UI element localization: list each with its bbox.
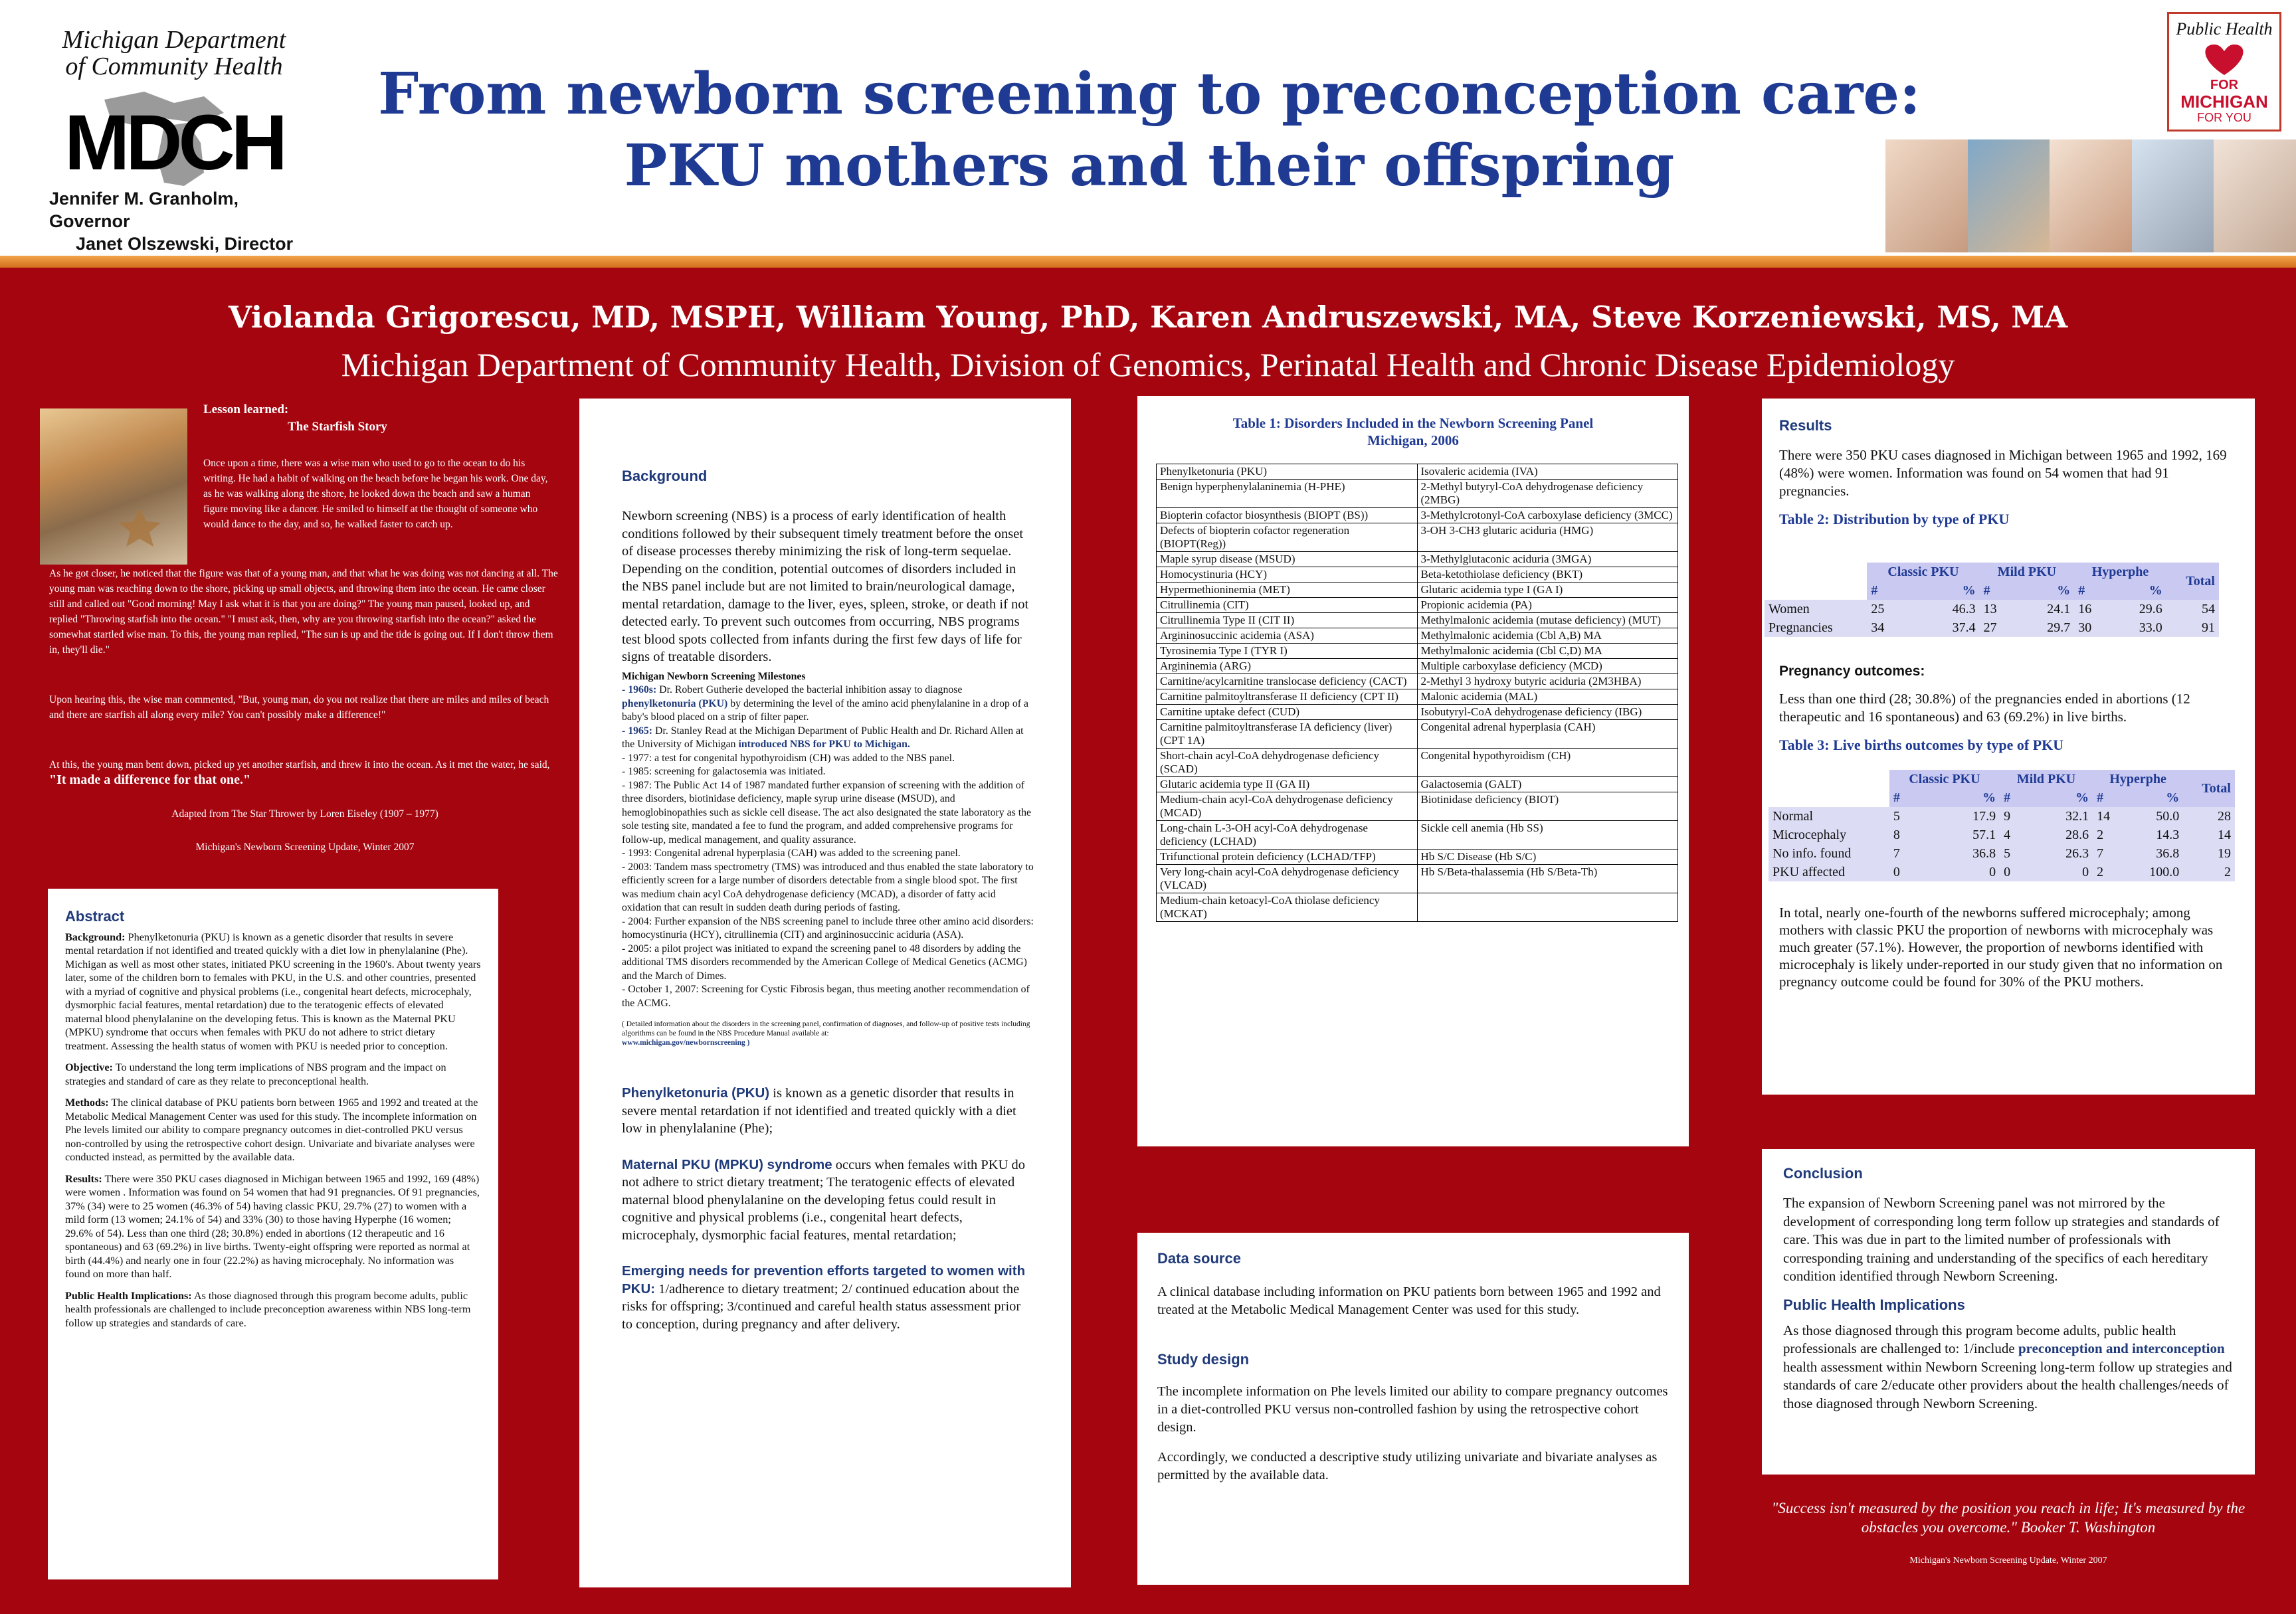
m1-pku: phenylketonuria (PKU) [622,697,728,709]
t2-cell: 29.7 [2018,618,2074,637]
disorder-right-cell: Propionic acidemia (PA) [1417,598,1678,613]
disorder-left-cell: Tyrosinemia Type I (TYR I) [1157,644,1418,659]
milestone-2003: - 2003: Tandem mass spectrometry (TMS) was introduced and thus enabled the state laboratory to efficiently screen for a large number of disorders detectable from a single blood spot. The first was medium chain acyl CoA dehydrogenase deficiency (MCAD), a disorder of fatty acid oxidation that can result in sudden death during periods of fasting. [622,861,1034,913]
background-footnote: ( Detailed information about the disorders in the screening panel, confirmation of diagnoses, and follow-up of positive tests including algorithms can be found in the NBS Procedure Manual available at: [622,1020,1030,1037]
t3-cell: 57.1 [1925,826,2000,844]
t3-cell: 9 [2000,807,2030,826]
disorder-right-cell: Glutaric acidemia type I (GA I) [1417,583,1678,598]
disorders-table-row [1157,523,1678,552]
t2-cell: 25 [1867,600,1913,618]
t3-sub-p1: % [1925,788,2000,807]
header-orange-rule [0,256,2296,268]
milestone-2007: - October 1, 2007: Screening for Cystic Fibrosis began, thus meeting another recommendation of the ACMG. [622,984,1030,1009]
abstract-meth-label: Methods: [65,1097,109,1109]
t3-head-classic: Classic PKU [1889,770,2000,788]
conc-imp-b: health assessment within Newborn Screening long-term follow up strategies and standards of care 2/educate other providers about the health challenges/needs of those diagnosed through Newborn Screening. [1783,1358,2232,1411]
logo-letters: MDCH [64,99,284,187]
abstract-objective [65,1061,481,1088]
t3-cell: 2 [2093,863,2125,881]
disorder-left-cell: Phenylketonuria (PKU) [1157,464,1418,480]
mpku-definition [622,1156,1034,1245]
disorder-right-cell: Beta-ketothiolase deficiency (BKT) [1417,567,1678,583]
milestone-2004: - 2004: Further expansion of the NBS screening panel to include three other amino acid disorders: homocystinuria (HCY), citrullinemia (CIT) and argininosuccinic aciduria (ASA). [622,915,1034,941]
milestone-1977: - 1977: a test for congenital hypothyroidism (CH) was added to the NBS panel. [622,752,955,764]
disorders-table-row [1157,508,1678,523]
t3-cell: 14 [2093,807,2125,826]
t3-head-hyperphe: Hyperphe [2093,770,2183,788]
disorder-right-cell: 3-OH 3-CH3 glutaric aciduria (HMG) [1417,523,1678,552]
disorders-table [1156,464,1678,922]
disorder-left-cell: Glutaric acidemia type II (GA II) [1157,777,1418,792]
disorders-table-row [1157,567,1678,583]
t3-row-label: PKU affected [1769,863,1889,881]
m2-year: - 1965: [622,725,653,737]
datasource-text: A clinical database including information on PKU patients born between 1965 and 1992 and treated at the Metabolic Medical Management Center was used for this study. [1157,1285,1661,1317]
t3-cell: 2 [2183,863,2235,881]
t3-sub-p3: % [2125,788,2183,807]
disorders-table-row [1157,583,1678,598]
t3-row-label: Normal [1769,807,1889,826]
header-photo-strip [1885,139,2296,252]
disorder-left-cell: Carnitine uptake defect (CUD) [1157,705,1418,720]
disorders-table-row [1157,644,1678,659]
disorder-left-cell: Benign hyperphenylalaninemia (H-PHE) [1157,480,1418,508]
study-design-heading: Study design [1157,1351,1250,1368]
disorder-left-cell: Hypermethioninemia (MET) [1157,583,1418,598]
t3-row [1769,844,2235,863]
conclusion-panel [1762,1149,2255,1475]
t3-row [1769,826,2235,844]
abstract-heading: Abstract [65,908,125,925]
t3-head-mild: Mild PKU [2000,770,2093,788]
disorder-left-cell: Long-chain L-3-OH acyl-CoA dehydrogenase deficiency (LCHAD) [1157,821,1418,850]
t3-cell: 5 [1889,807,1925,826]
ph-for: FOR [2210,78,2239,92]
disorders-table-row [1157,777,1678,792]
conc-imp-a: As those diagnosed through this program become adults, public health professionals are challenged to: 1/include [1783,1322,2176,1356]
t3-cell: 19 [2183,844,2235,863]
disorder-left-cell: Short-chain acyl-CoA dehydrogenase deficiency (SCAD) [1157,749,1418,777]
disorder-right-cell: Congenital hypothyroidism (CH) [1417,749,1678,777]
results-summary: In total, nearly one-fourth of the newborns suffered microcephaly; among mothers with classic PKU the proportion of newborns with microcephaly was much greater (57.1%). However, the proportion of newborns identified with microcephaly is likely under-reported in our study given that no information on pregnancy outcome could be found for 30% of the PKU mothers. [1779,905,2223,990]
t2-cell: 91 [2166,618,2219,637]
m1-year: - 1960s: [622,684,657,695]
disorder-right-cell: 3-Methylcrotonyl-CoA carboxylase deficiency (3MCC) [1417,508,1678,523]
starfish-beach-photo [40,408,187,565]
results-panel [1762,399,2255,1095]
t2-corner2 [1765,581,1867,600]
disorders-table-row [1157,674,1678,689]
t3-row-label: Microcephaly [1769,826,1889,844]
t3-sub-n1: # [1889,788,1925,807]
disorder-right-cell: Malonic acidemia (MAL) [1417,689,1678,705]
abstract-background [65,931,481,1053]
background-heading: Background [622,468,708,484]
milestones-heading: Michigan Newborn Screening Milestones [622,670,806,682]
disorders-table-row [1157,893,1678,922]
t3-cell: 5 [2000,844,2030,863]
disorder-left-cell: Defects of biopterin cofactor regeneration (BIOPT(Reg)) [1157,523,1418,552]
t2-sub-p2: % [2018,581,2074,600]
t2-head-hyperphe: Hyperphe [2074,563,2166,581]
doctor-photo [2132,139,2214,252]
datasource-heading: Data source [1157,1250,1241,1267]
starfish-para4-text: At this, the young man bent down, picked up yet another starfish, and threw it into the ocean. As it met the water, he said, [49,759,550,770]
table1-title-line1: Table 1: Disorders Included in the Newborn Screening Panel [1232,415,1594,431]
disorder-right-cell: 3-Methylglutaconic aciduria (3MGA) [1417,552,1678,567]
t3-sub-p2: % [2030,788,2093,807]
governor-line: Jennifer M. Granholm, Governor [49,189,239,231]
t3-cell: 7 [1889,844,1925,863]
pku-distribution-table [1765,563,2219,637]
table1-title-line2: Michigan, 2006 [1367,432,1459,448]
washington-quote: "Success isn't measured by the position you reach in life; It's measured by the obstacles you overcome." Booker T. Washington [1771,1500,2246,1536]
disorder-left-cell: Trifunctional protein deficiency (LCHAD/TFP) [1157,850,1418,865]
pku-label: Phenylketonuria (PKU) [622,1085,770,1101]
quote-source: Michigan's Newborn Screening Update, Winter 2007 [1909,1556,2107,1566]
t2-head-classic: Classic PKU [1867,563,1979,581]
director-line: Janet Olszewski, Director [76,234,294,254]
authors: Violanda Grigorescu, MD, MSPH, William Young, PhD, Karen Andruszewski, MA, Steve Korzeniewski, MS, MA [228,300,2068,335]
t3-cell: 50.0 [2125,807,2183,826]
t3-row [1769,807,2235,826]
starfish-heading [203,401,387,436]
milestone-1985: - 1985: screening for galactosemia was initiated. [622,766,826,777]
t2-sub-p3: % [2111,581,2166,600]
t3-cell: 36.8 [1925,844,2000,863]
disorder-right-cell: 2-Methyl 3 hydroxy butyric aciduria (2M3HBA) [1417,674,1678,689]
disorder-right-cell: Congenital adrenal hyperplasia (CAH) [1417,720,1678,749]
t3-cell: 0 [2000,863,2030,881]
disorder-right-cell: Biotinidase deficiency (BIOT) [1417,792,1678,821]
disorders-table-row [1157,865,1678,893]
disorder-right-cell: Isobutyryl-CoA dehydrogenase deficiency (IBG) [1417,705,1678,720]
disorder-left-cell: Medium-chain acyl-CoA dehydrogenase deficiency (MCAD) [1157,792,1418,821]
conclusion-implications [1783,1322,2234,1413]
pregnant-woman-photo [2214,139,2296,252]
t2-cell: 29.6 [2111,600,2166,618]
milestone-1965 [622,725,1034,752]
t3-cell: 28.6 [2030,826,2093,844]
t3-row-label: No info. found [1769,844,1889,863]
disorders-table-row [1157,749,1678,777]
poster-title [345,58,1953,202]
nbs-url-link[interactable]: www.michigan.gov/newbornscreening ) [622,1039,750,1047]
datasource-panel [1137,1233,1689,1585]
t3-cell: 0 [1925,863,2000,881]
t2-cell: 46.3 [1913,600,1980,618]
t3-cell: 0 [1889,863,1925,881]
study-design-text1: The incomplete information on Phe levels limited our ability to compare pregnancy outcomes in a diet-controlled PKU versus non-controlled fashion by using the retrospective cohort design. [1157,1384,1668,1435]
conclusion-heading: Conclusion [1783,1165,1863,1182]
abstract-results [65,1172,481,1281]
needs-label: Emerging needs for prevention efforts targeted to women with PKU: [622,1263,1026,1297]
starfish-para1: Once upon a time, there was a wise man who used to go to the ocean to do his writing. He had a habit of walking on the beach before he began his work. One day, as he was walking along the shore, he looked down the beach and saw a human figure moving like a dancer. He smiled to himself at the thought of someone who would dance to the day, and so, he walked faster to catch up. [203,458,548,530]
title-line2: PKU mothers and their offspring [624,132,1675,199]
table2-title: Table 2: Distribution by type of PKU [1779,511,2010,527]
disorder-right-cell: Multiple carboxylase deficiency (MCD) [1417,659,1678,674]
starfish-para4 [49,757,561,788]
disorder-left-cell: Argininosuccinic acidemia (ASA) [1157,628,1418,644]
starfish-para2: As he got closer, he noticed that the figure was that of a young man, and that what he was doing was not dancing at all. The young man was reaching down to the shore, picking up small objects, and throwing them into the ocean. He came closer still and called out "Good morning! May I ask what it is that you are doing?" The young man paused, looked up, and replied "Throwing starfish into the ocean." "I must ask, then, why are you throwing starfish into the ocean?" asked the somewhat startled wise man. To this, the young man replied, "The sun is up and the tide is going out. If I don't throw them in, they'll die." [49,568,558,656]
t3-cell: 7 [2093,844,2125,863]
results-intro: There were 350 PKU cases diagnosed in Michigan between 1965 and 1992, 169 (48%) were women. Information was found on 54 women that had 91 pregnancies. [1779,447,2227,499]
mpku-label: Maternal PKU (MPKU) syndrome [622,1156,832,1172]
t2-row [1765,618,2219,637]
t3-cell: 32.1 [2030,807,2093,826]
t3-cell: 17.9 [1925,807,2000,826]
pku-text: is known as a genetic disorder that results in severe mental retardation if not identified and treated quickly with a diet low in phenylalanine (Phe); [622,1086,1016,1136]
t2-cell: 30 [2074,618,2111,637]
conclusion-text: The expansion of Newborn Screening panel was not mirrored by the development of corresponding long term follow up strategies and standards of care. This was due in part to the limited number of professionals with corresponding training and understanding of the specifics of each hereditary condition identified through Newborn Screening. [1783,1195,2220,1284]
table1-panel [1137,396,1689,1146]
t2-cell: 33.0 [2111,618,2166,637]
disorder-right-cell: 2-Methyl butyryl-CoA dehydrogenase deficiency (2MBG) [1417,480,1678,508]
abstract-obj-text: To understand the long term implications of NBS program and the impact on strategies and standard of care as they relate to preconceptional health. [65,1061,446,1087]
ph-public: Public [2176,19,2222,39]
t3-sub-n2: # [2000,788,2030,807]
background-panel [579,399,1071,1587]
t2-cell: 34 [1867,618,1913,637]
disorder-right-cell: Hb S/Beta-thalassemia (Hb S/Beta-Th) [1417,865,1678,893]
disorder-left-cell: Very long-chain acyl-CoA dehydrogenase deficiency (VLCAD) [1157,865,1418,893]
apple-heart-icon [2194,41,2254,78]
t3-body [1769,807,2235,881]
disorders-table-row [1157,659,1678,674]
starfish-icon [40,408,187,565]
t2-cell: 37.4 [1913,618,1980,637]
title-line1: From newborn screening to preconception care: [378,60,1921,128]
abstract-bg-text: Phenylketonuria (PKU) is known as a genetic disorder that results in severe mental retardation if not identified and treated quickly with a diet low in phenylalanine (Phe). Michigan as well as most other states, initiated PKU screening in the 1960's. About twenty years later, some of the children born to females with PKU, in the U.S. and other countries, presented with a myriad of cognitive and physical problems (i.e., congenital heart defects, microcephaly, dysmorphic facial features, mental retardation) due to the teratogenic effects of elevated maternal blood phenylalanine on the developing fetus. This is known as the Maternal PKU (MPKU) syndrome that occurs when females with PKU do not adhere to strict dietary treatment. Assessing the health status of women with PKU is needed prior to conception. [65,931,481,1052]
abstract-panel [48,889,498,1579]
starfish-heading2: The Starfish Story [288,420,387,434]
disorder-right-cell: Methylmalonic acidemia (mutase deficiency) (MUT) [1417,613,1678,628]
disorder-left-cell: Carnitine/acylcarnitine translocase deficiency (CACT) [1157,674,1418,689]
starfish-quote: "It made a difference for that one." [49,772,251,787]
disorders-table-row [1157,598,1678,613]
pregnancy-outcomes-heading: Pregnancy outcomes: [1779,664,1925,679]
starfish-heading1: Lesson learned: [203,403,289,416]
t2-cell: 13 [1980,600,2018,618]
abstract-meth-text: The clinical database of PKU patients born between 1965 and 1992 and treated at the Metabolic Medical Management Center was used for this study. The incomplete information on Phe levels limited our ability to compare pregnancy outcomes in diet-controlled PKU versus non-controlled by using the retrospective cohort design. Univariate and bivariate analyses were conducted instead, as permitted by the available data. [65,1097,478,1163]
logo-dept-line2: of Community Health [65,52,283,80]
disorder-right-cell: Methylmalonic acidemia (Cbl C,D) MA [1417,644,1678,659]
t2-cell: 27 [1980,618,2018,637]
abstract-bg-label: Background: [65,931,126,943]
t3-row [1769,863,2235,881]
mdch-logo [35,26,314,254]
sleeping-baby-photo [1885,139,1968,252]
disorder-right-cell: Hb S/C Disease (Hb S/C) [1417,850,1678,865]
disorders-table-row [1157,613,1678,628]
ph-for-you: FOR YOU [2197,111,2251,124]
t2-cell: 54 [2166,600,2219,618]
disorder-left-cell: Citrullinemia (CIT) [1157,598,1418,613]
disorder-left-cell: Argininemia (ARG) [1157,659,1418,674]
logo-dept-line1: Michigan Department [62,26,286,54]
disorders-table-row [1157,850,1678,865]
mdch-logo-mark [64,86,284,186]
t3-cell: 4 [2000,826,2030,844]
disorders-table-row [1157,792,1678,821]
disorder-left-cell: Biopterin cofactor biosynthesis (BIOPT (BS)) [1157,508,1418,523]
t2-row [1765,600,2219,618]
abstract-obj-label: Objective: [65,1061,113,1073]
results-heading: Results [1779,417,1832,434]
starfish-para3: Upon hearing this, the wise man commented, "But, young man, do you not realize that there are miles and miles of beach and there are starfish all along every mile? You can't possibly make a difference!" [49,694,549,721]
mother-baby-photo [2050,139,2132,252]
disorders-table-row [1157,464,1678,480]
starfish-adapted: Adapted from The Star Thrower by Loren Eiseley (1907 – 1977) [171,808,438,820]
abstract-res-text: There were 350 PKU cases diagnosed in Michigan between 1965 and 1992, 169 (48%) were women . Information was found on 54 women that had 91 pregnancies. Of 91 pregnancies, 37% (34) were to 25 women (46.3% of 54) having classic PKU, 29.7% (27) to women with a mild form (13 women; 24.1% of 54) and 33% (30) to those having Hyperphe (16 women; 29.6% of 54). Less than one third (28; 30.8%) ended in abortions (12 therapeutic and 16 spontaneous) and 63 (69.2%) in live births. Twenty-eight offspring were reported as normal at birth (44.4%) and nearly one in four (22.2%) as having microcephaly. No information was found on more than half. [65,1172,480,1280]
needs-text: 1/adherence to dietary treatment; 2/ continued education about the risks for offspring; 3/continued and careful health status assessment prior to conception, during pregnancy and after delivery. [622,1281,1021,1332]
t3-corner2 [1769,788,1889,807]
t3-head-total: Total [2183,770,2235,807]
t3-sub-n3: # [2093,788,2125,807]
t2-sub-n3: # [2074,581,2111,600]
t3-cell: 28 [2183,807,2235,826]
t3-cell: 36.8 [2125,844,2183,863]
public-health-logo [2167,12,2281,132]
disorders-table-row [1157,720,1678,749]
t3-cell: 2 [2093,826,2125,844]
m1-text-b: by determining the level of the amino acid phenylalanine in a drop of a baby's blood placed on a strip of filter paper. [622,697,1028,723]
conc-imp-highlight: preconception and interconception [2018,1340,2225,1356]
child-photo [1968,139,2050,252]
m2-text-a: Dr. Stanley Read at the Michigan Department of Public Health and Dr. Richard Allen at the University of Michigan [622,725,1024,750]
disorder-left-cell: Citrullinemia Type II (CIT II) [1157,613,1418,628]
pregnancy-outcomes-text: Less than one third (28; 30.8%) of the pregnancies ended in abortions (12 therapeutic and 16 spontaneous) and 63 (69.2%) in live births. [1779,691,2190,725]
disorder-left-cell: Maple syrup disease (MSUD) [1157,552,1418,567]
disorders-table-row [1157,480,1678,508]
abstract-imp-text: As those diagnosed through this program become adults, public health professionals are challenged to include preconception awareness within NBS long-term follow up strategies and standards of care. [65,1289,471,1329]
m1-text-a: Dr. Robert Gutherie developed the bacterial inhibition assay to diagnose [659,684,963,695]
disorder-right-cell: Methylmalonic acidemia (Cbl A,B) MA [1417,628,1678,644]
disorder-left-cell: Homocystinuria (HCY) [1157,567,1418,583]
ph-health: Health [2225,19,2273,39]
disorder-left-cell: Medium-chain ketoacyl-CoA thiolase deficiency (MCKAT) [1157,893,1418,922]
disorders-table-row [1157,689,1678,705]
disorders-table-row [1157,552,1678,567]
t3-cell: 8 [1889,826,1925,844]
t2-head-mild: Mild PKU [1980,563,2075,581]
mpku-text: occurs when females with PKU do not adhere to strict dietary treatment; The teratogenic effects of elevated maternal blood phenylalanine on the developing fetus could result in cognitive and physical problems (i.e., congenital heart defects, microcephaly, dysmorphic facial features, mental retardation; [622,1157,1026,1243]
t2-head-total: Total [2166,563,2219,600]
t2-body [1765,600,2219,637]
milestone-1993: - 1993: Congenital adrenal hyperplasia (CAH) was added to the screening panel. [622,848,961,859]
m2-intro: introduced NBS for PKU to Michigan. [738,739,910,750]
disorder-left-cell: Carnitine palmitoyltransferase IA deficiency (liver) (CPT 1A) [1157,720,1418,749]
milestone-1960s [622,683,1034,725]
t2-row-label: Pregnancies [1765,618,1867,637]
t2-cell: 16 [2074,600,2111,618]
t3-cell: 14.3 [2125,826,2183,844]
t3-cell: 100.0 [2125,863,2183,881]
t3-cell: 26.3 [2030,844,2093,863]
disorders-table-row [1157,628,1678,644]
study-design-text2: Accordingly, we conducted a descriptive study utilizing univariate and bivariate analyses as permitted by the available data. [1157,1450,1658,1482]
milestone-2005: - 2005: a pilot project was initiated to expand the screening panel to 48 disorders by adding the additional TMS disorders recommended by the American College of Medical Genetics (ACMG) and the March of Dimes. [622,942,1027,982]
t2-cell: 24.1 [2018,600,2074,618]
background-intro: Newborn screening (NBS) is a process of early identification of health conditions followed by their subsequent timely treatment before the onset of disease processes thereby minimizing the risk of long-term sequelae. Depending on the condition, potential outcomes of disorders included in the NBS panel include but are not limited to brain/neurological damage, mental retardation, damage to the liver, eyes, spleen, stroke, or death if not detected early. To prevent such outcomes from occurring, NBS programs test blood spots collected from infants during the first few days of life for signs of treatable disorders. [622,509,1029,664]
live-births-table [1769,770,2235,881]
t2-corner [1765,563,1867,581]
affiliation: Michigan Department of Community Health, Division of Genomics, Perinatal Health and Chronic Disease Epidemiology [341,346,1955,383]
abstract-imp-label: Public Health Implications: [65,1289,192,1302]
emerging-needs [622,1263,1034,1333]
conclusion-implications-heading: Public Health Implications [1783,1296,1965,1313]
t2-sub-n2: # [1980,581,2018,600]
disorder-left-cell: Carnitine palmitoyltransferase II deficiency (CPT II) [1157,689,1418,705]
pku-definition [622,1085,1034,1138]
t3-cell: 0 [2030,863,2093,881]
t2-row-label: Women [1765,600,1867,618]
disorder-right-cell: Sickle cell anemia (Hb SS) [1417,821,1678,850]
t2-sub-n1: # [1867,581,1913,600]
abstract-res-label: Results: [65,1172,102,1185]
disorders-table-row [1157,821,1678,850]
disorders-table-body [1157,464,1678,922]
starfish-source: Michigan's Newborn Screening Update, Winter 2007 [195,842,415,853]
t3-corner [1769,770,1889,788]
ph-michigan: MICHIGAN [2180,92,2268,112]
t2-sub-p1: % [1913,581,1980,600]
disorder-right-cell [1417,893,1678,922]
milestone-1987: - 1987: The Public Act 14 of 1987 mandated further expansion of screening with the addition of three disorders, biotinidase deficiency, maple syrup urine disease (MSUD), and hemoglobinopathies such as sickle cell disease. The act also designated the state laboratory as the sole testing site, mandated a fee to fund the program, and added comprehensive programs for follow-up, medical management, and quality assurance. [622,779,1032,846]
abstract-implications [65,1289,481,1330]
disorder-right-cell: Isovaleric acidemia (IVA) [1417,464,1678,480]
abstract-methods [65,1096,481,1164]
disorder-right-cell: Galactosemia (GALT) [1417,777,1678,792]
t3-cell: 14 [2183,826,2235,844]
disorders-table-row [1157,705,1678,720]
table1-title [1137,414,1689,449]
table3-title: Table 3: Live births outcomes by type of PKU [1779,737,2064,753]
